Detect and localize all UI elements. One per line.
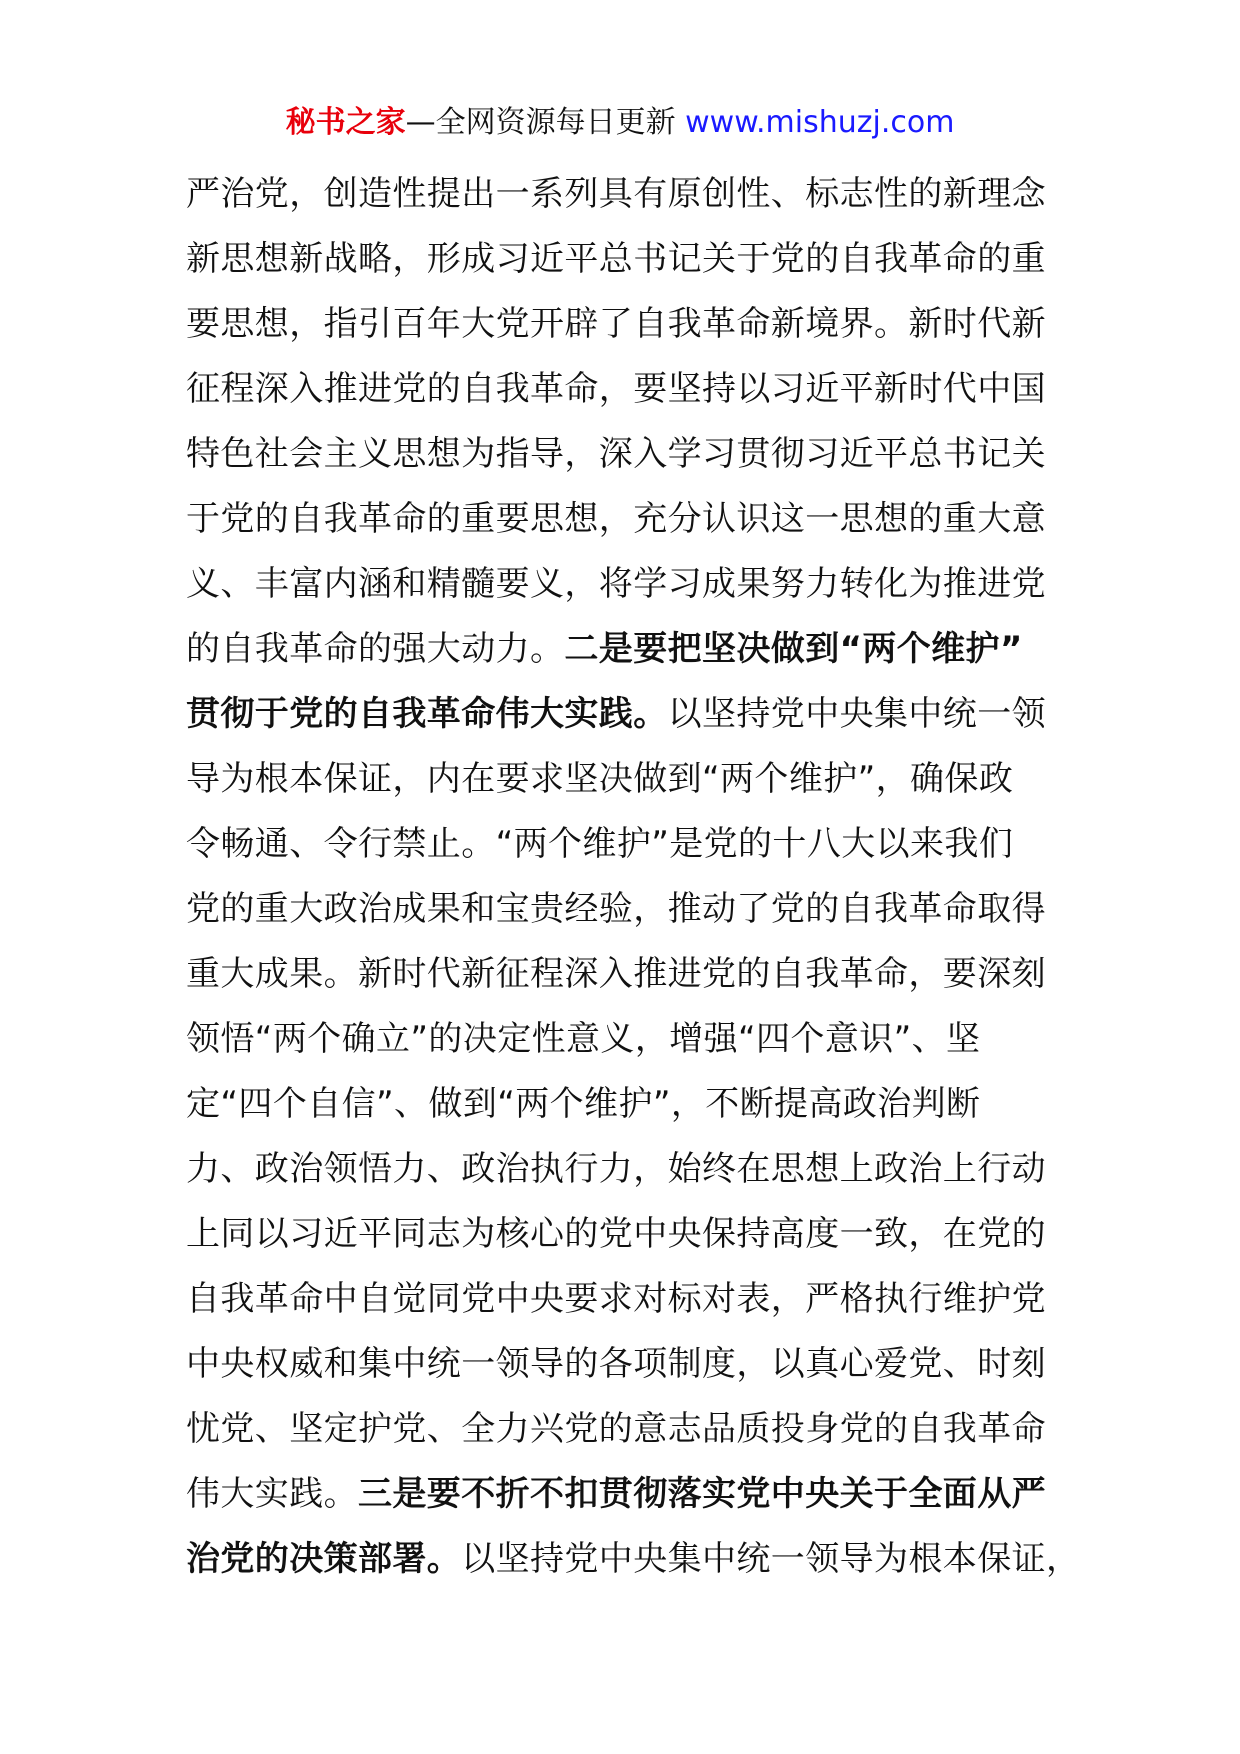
text-line (186, 1202, 1086, 1267)
text-line (186, 812, 1086, 877)
body-text: 义、丰富内涵和精髓要义，将学习成果努力转化为推进党 (186, 564, 1046, 604)
body-text: 力、政治领悟力、政治执行力，始终在思想上政治上行动 (186, 1149, 1046, 1189)
body-text: 重大成果。新时代新征程深入推进党的自我革命，要深刻 (186, 954, 1046, 994)
document-body (186, 162, 1086, 1592)
body-text: 的自我革命的强大动力。 (186, 629, 565, 669)
text-line (186, 292, 1086, 357)
body-text: 自我革命中自觉同党中央要求对标对表，严格执行维护党 (186, 1279, 1046, 1319)
bold-heading-text: 二是要把坚决做到“两个维护” (564, 629, 1023, 669)
body-text: 定“四个自信”、做到“两个维护”，不断提高政治判断 (186, 1084, 981, 1124)
text-line (186, 1137, 1086, 1202)
body-text: 于党的自我革命的重要思想，充分认识这一思想的重大意 (186, 499, 1046, 539)
body-text: 党的重大政治成果和宝贵经验，推动了党的自我革命取得 (186, 889, 1046, 929)
site-brand: 秘书之家 (285, 105, 406, 140)
text-line (186, 617, 1086, 682)
body-text: 要思想，指引百年大党开辟了自我革命新境界。新时代新 (186, 304, 1046, 344)
body-text: 伟大实践。 (186, 1474, 358, 1514)
text-line (186, 942, 1086, 1007)
text-line (186, 162, 1086, 227)
text-line (186, 1267, 1086, 1332)
text-line (186, 682, 1086, 747)
bold-heading-text: 治党的决策部署。 (186, 1539, 462, 1579)
body-text: 以坚持党中央集中统一领导为根本保证， (461, 1539, 1081, 1579)
text-line (186, 1462, 1086, 1527)
text-line (186, 1072, 1086, 1137)
text-line (186, 1007, 1086, 1072)
site-url-link[interactable]: www.mishuzj.com (685, 105, 955, 140)
body-text: 令畅通、令行禁止。“两个维护”是党的十八大以来我们 (186, 824, 1014, 864)
site-tagline: —全网资源每日更新 (405, 105, 686, 140)
body-text: 新思想新战略，形成习近平总书记关于党的自我革命的重 (186, 239, 1046, 279)
body-text: 上同以习近平同志为核心的党中央保持高度一致，在党的 (186, 1214, 1046, 1254)
body-text: 特色社会主义思想为指导，深入学习贯彻习近平总书记关 (186, 434, 1046, 474)
body-text: 以坚持党中央集中统一领 (667, 694, 1047, 734)
bold-heading-text: 三是要不折不扣贯彻落实党中央关于全面从严 (358, 1474, 1046, 1514)
body-text: 征程深入推进党的自我革命，要坚持以习近平新时代中国 (186, 369, 1046, 409)
text-line (186, 1397, 1086, 1462)
body-text: 导为根本保证，内在要求坚决做到“两个维护”，确保政 (186, 759, 1014, 799)
text-line (186, 227, 1086, 292)
body-text: 严治党，创造性提出一系列具有原创性、标志性的新理念 (186, 174, 1046, 214)
bold-heading-text: 贯彻于党的自我革命伟大实践。 (186, 694, 668, 734)
body-text: 领悟“两个确立”的决定性意义，增强“四个意识”、坚 (186, 1019, 981, 1059)
text-line (186, 552, 1086, 617)
text-line (186, 747, 1086, 812)
body-text: 中央权威和集中统一领导的各项制度，以真心爱党、时刻 (186, 1344, 1046, 1384)
text-line (186, 422, 1086, 487)
text-line (186, 357, 1086, 422)
text-line (186, 1527, 1086, 1592)
body-text: 忧党、坚定护党、全力兴党的意志品质投身党的自我革命 (186, 1409, 1046, 1449)
text-line (186, 877, 1086, 942)
text-line (186, 1332, 1086, 1397)
text-line (186, 487, 1086, 552)
site-header (0, 103, 1240, 143)
